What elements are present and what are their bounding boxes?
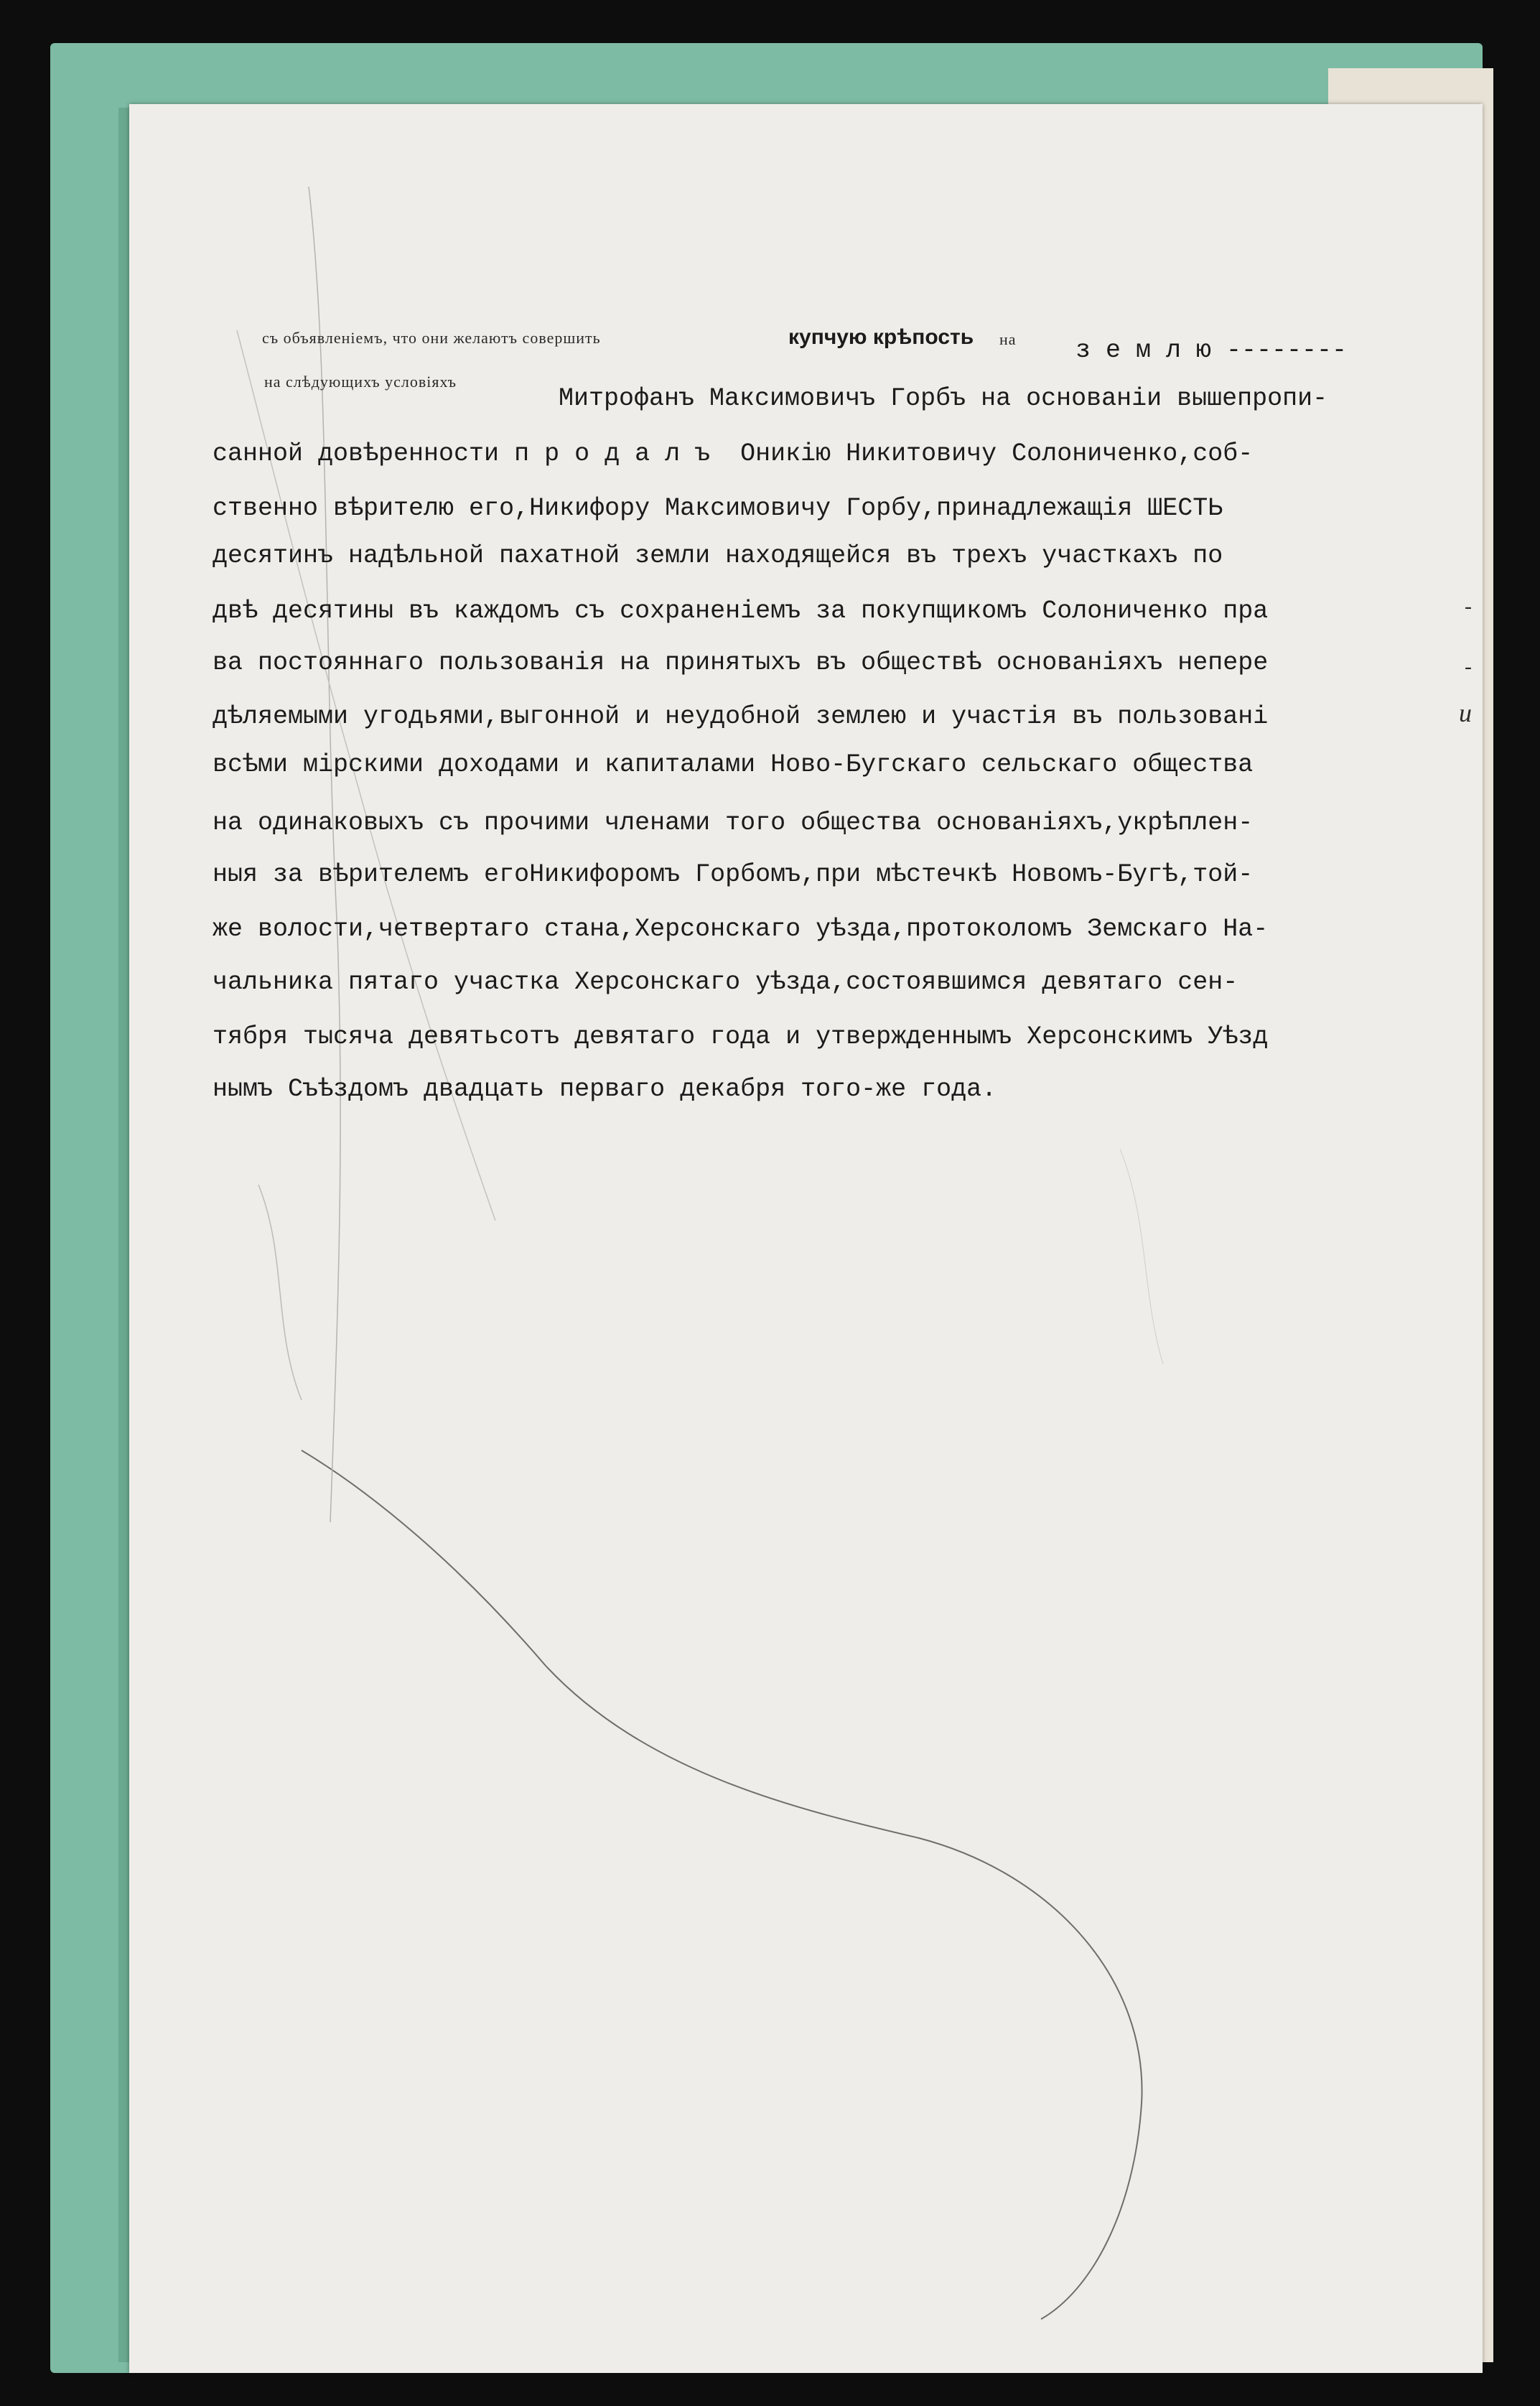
body-line-13: тября тысяча девятьсотъ девятаго года и утвержденнымъ Херсонскимъ Уѣзд — [213, 1022, 1269, 1051]
deed-type-label: купчую крѣпость — [788, 325, 974, 349]
body-line-9: на одинаковыхъ съ прочими членами того общества основаніяхъ,укрѣплен- — [213, 808, 1254, 837]
body-line-2: санной довѣренности п р о д а л ъ Оникію Никитовичу Солониченко,соб- — [213, 439, 1254, 468]
body-line-12: чальника пятаго участка Херсонскаго уѣзда,состоявшимся девятаго сен- — [213, 968, 1238, 997]
margin-mark-3: и — [1459, 699, 1473, 727]
body-line-8: всѣми мірскими доходами и капиталами Ново-Бугскаго сельскаго общества — [213, 750, 1254, 779]
body-line-1: Митрофанъ Максимовичъ Горбъ на основаніи вышепропи- — [559, 384, 1328, 413]
body-line-5: двѣ десятины въ каждомъ съ сохраненіемъ за покупщикомъ Солониченко пра — [213, 597, 1269, 625]
deed-object: з е м л ю -------- — [1075, 336, 1348, 365]
form-preprinted-conditions: на слѣдующихъ условіяхъ — [264, 373, 457, 391]
body-line-14: нымъ Съѣздомъ двадцать перваго декабря того-же года. — [213, 1075, 997, 1104]
body-line-7: дѣляемыми угодьями,выгонной и неудобной землею и участія въ пользовані — [213, 702, 1269, 731]
body-line-10: ныя за вѣрителемъ егоНикифоромъ Горбомъ,при мѣстечкѣ Новомъ-Бугѣ,той- — [213, 860, 1254, 889]
margin-mark-2: - — [1465, 655, 1473, 679]
body-line-11: же волости,четвертаго стана,Херсонскаго уѣзда,протоколомъ Земскаго На- — [213, 915, 1269, 943]
body-line-6: ва постояннаго пользованія на принятыхъ въ обществѣ основаніяхъ непере — [213, 648, 1269, 677]
margin-mark-1: - — [1465, 594, 1473, 618]
body-line-3: ственно вѣрителю его,Никифору Максимовичу Горбу,принадлежащія ШЕСТЬ — [213, 494, 1223, 523]
form-preprinted-text: съ объявленіемъ, что они желаютъ совершить — [262, 329, 601, 347]
body-line-4: десятинъ надѣльной пахатной земли находящейся въ трехъ участкахъ по — [213, 541, 1223, 570]
form-preposition: на — [999, 330, 1017, 348]
